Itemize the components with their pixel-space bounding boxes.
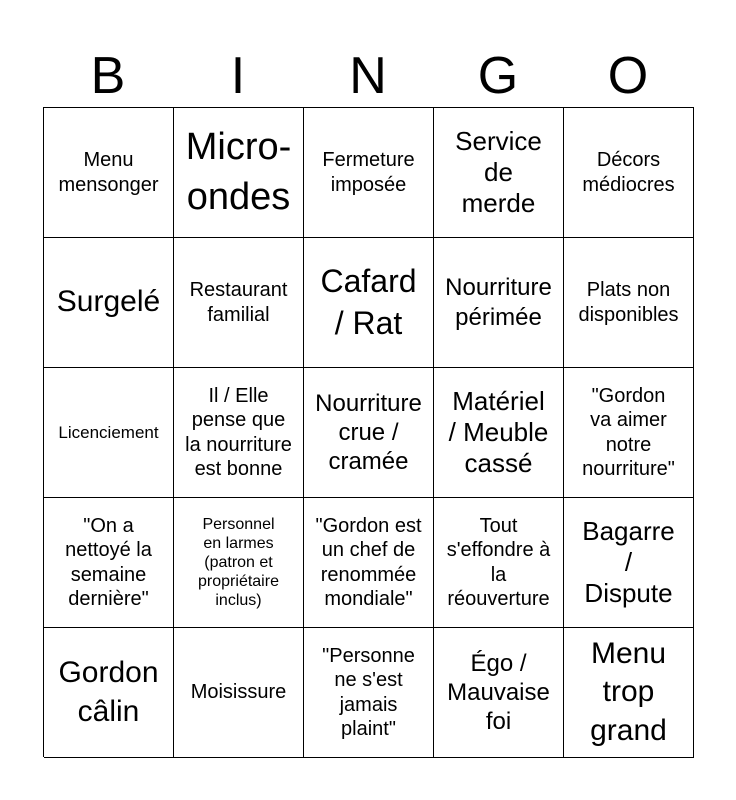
header-letter-b: B	[90, 47, 126, 105]
bingo-cell[interactable]	[564, 108, 694, 238]
cell-text: Cafard / Rat	[320, 262, 417, 341]
cell-text: Il / Elle pense que la nourriture est bonne	[185, 384, 292, 480]
bingo-cell[interactable]	[434, 108, 564, 238]
bingo-cell[interactable]	[44, 108, 174, 238]
bingo-cell[interactable]	[564, 628, 694, 758]
bingo-cell[interactable]	[44, 368, 174, 498]
bingo-cell[interactable]	[434, 498, 564, 628]
header-letter-o: O	[607, 47, 649, 105]
bingo-cell[interactable]	[174, 238, 304, 368]
cell-text: Surgelé	[56, 285, 161, 319]
cell-text: Matériel / Meuble cassé	[448, 385, 549, 479]
header-letter-g: G	[477, 47, 519, 105]
bingo-cell[interactable]	[564, 238, 694, 368]
cell-text: Décors médiocres	[582, 149, 675, 196]
bingo-header	[43, 44, 693, 108]
cell-text: Menu mensonger	[58, 149, 159, 196]
bingo-cell[interactable]	[44, 498, 174, 628]
bingo-cell[interactable]	[174, 498, 304, 628]
bingo-cell[interactable]	[304, 628, 434, 758]
bingo-cell[interactable]	[434, 238, 564, 368]
bingo-cell[interactable]	[304, 368, 434, 498]
bingo-cell[interactable]	[304, 238, 434, 368]
cell-text: Nourriture périmée	[445, 274, 552, 331]
cell-text: Restaurant familial	[189, 279, 288, 326]
cell-text: Bagarre / Dispute	[582, 515, 675, 609]
bingo-cell[interactable]	[564, 368, 694, 498]
bingo-cell[interactable]	[434, 628, 564, 758]
cell-text: "Personne ne s'est jamais plaint"	[322, 644, 415, 740]
bingo-cell[interactable]	[174, 628, 304, 758]
bingo-cell[interactable]	[174, 108, 304, 238]
cell-text: Gordon câlin	[58, 656, 159, 728]
cell-text: Personnel en larmes (patron et propriétaire inclus)	[198, 515, 279, 610]
bingo-cell[interactable]	[564, 498, 694, 628]
bingo-cell[interactable]	[44, 628, 174, 758]
cell-text: Plats non disponibles	[578, 279, 679, 326]
cell-text: Menu trop grand	[590, 637, 667, 747]
cell-text: "Gordon est un chef de renommée mondiale"	[315, 514, 422, 610]
header-letter-n: N	[349, 47, 387, 105]
bingo-cell[interactable]	[44, 238, 174, 368]
bingo-cell[interactable]	[174, 368, 304, 498]
cell-text: Service de merde	[455, 125, 542, 219]
bingo-cell[interactable]	[304, 108, 434, 238]
cell-text: "Gordon va aimer notre nourriture"	[582, 384, 675, 480]
cell-text: Égo / Mauvaise foi	[447, 649, 550, 736]
bingo-board	[43, 107, 694, 757]
header-letter-i: I	[230, 47, 246, 105]
bingo-cell[interactable]	[434, 368, 564, 498]
bingo-cell[interactable]	[304, 498, 434, 628]
cell-text: Nourriture crue / cramée	[315, 389, 422, 476]
cell-text: Fermeture imposée	[322, 149, 415, 196]
cell-text: Moisissure	[190, 681, 287, 704]
cell-text: Tout s'effondre à la réouverture	[446, 514, 551, 610]
cell-text: Micro- ondes	[185, 126, 292, 218]
cell-text: Licenciement	[58, 422, 159, 442]
cell-text: "On a nettoyé la semaine dernière"	[65, 514, 152, 610]
